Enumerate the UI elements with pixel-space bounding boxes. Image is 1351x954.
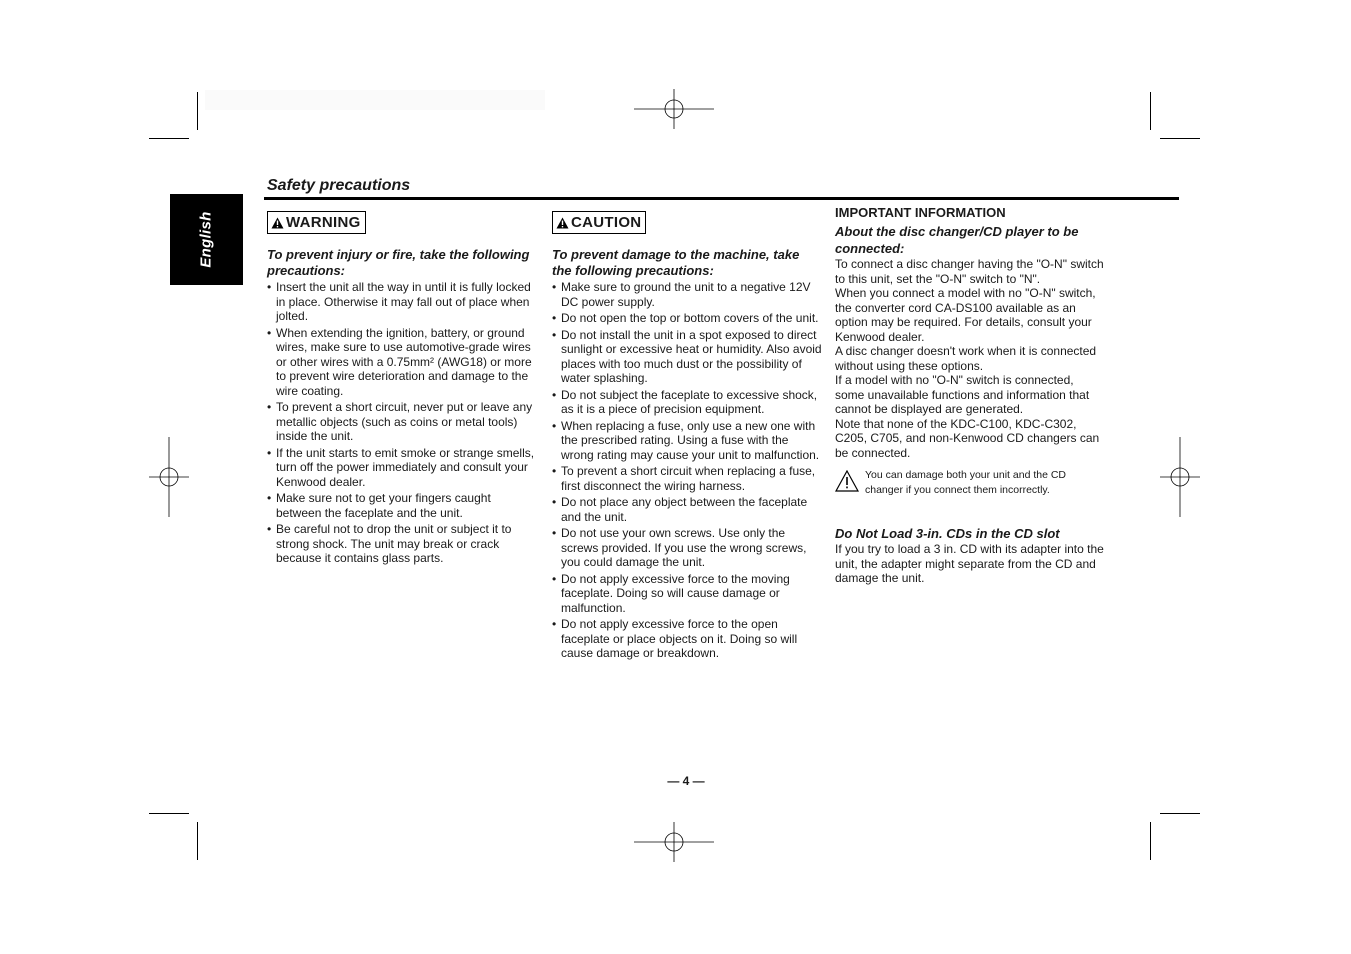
important-paragraph: A disc changer doesn't work when it is connected without using these options.	[835, 344, 1097, 373]
warning-triangle-icon	[556, 217, 569, 229]
caution-intro: To prevent damage to the machine, take the following precautions:	[552, 247, 800, 278]
list-item: • Do not place any object between the faceplate and the unit.	[552, 495, 822, 524]
crop-mark	[1150, 92, 1151, 130]
important-heading: IMPORTANT INFORMATION	[835, 205, 1006, 220]
cd-slot-text: If you try to load a 3 in. CD with its adapter into the unit, the adapter might separate from the CD and damage the unit.	[835, 542, 1104, 585]
list-item: • To prevent a short circuit, never put or leave any metallic objects (such as coins or metal tools) inside the unit.	[267, 400, 539, 444]
list-item: • Make sure not to get your fingers caught between the faceplate and the unit.	[267, 491, 539, 520]
caution-column	[552, 211, 822, 663]
important-paragraph: If a model with no "O-N" switch is connected, some unavailable functions and information that cannot be displayed are generated.	[835, 373, 1090, 416]
page-number: — 4 —	[667, 774, 705, 788]
important-paragraph: Note that none of the KDC-C100, KDC-C302, C205, C705, and non-Kenwood CD changers can be connected.	[835, 416, 1100, 460]
warning-column	[267, 211, 539, 568]
crop-mark	[149, 813, 189, 814]
list-item-text: When extending the ignition, battery, or ground wires, make sure to use automotive-grade wires or other wires with a 0.75mm² (AWG18) or more to prevent wire deterioration and damage to the wire coating.	[276, 325, 532, 398]
warning-badge-label: WARNING	[286, 213, 361, 231]
list-item: • Do not open the top or bottom covers of the unit.	[552, 311, 822, 326]
important-paragraph: When you connect a model with no "O-N" switch, the converter cord CA-DS100 available as an option may be required. For details, consult your Kenwood dealer.	[835, 286, 1096, 344]
warning-triangle-icon	[835, 470, 859, 492]
language-tab	[170, 194, 243, 285]
caution-badge-label: CAUTION	[571, 213, 642, 231]
page-title: Safety precautions	[267, 177, 411, 194]
list-item: • To prevent a short circuit when replacing a fuse, first disconnect the wiring harness.	[552, 464, 822, 493]
registration-mark	[1160, 437, 1200, 517]
crop-mark	[1150, 822, 1151, 860]
warning-intro: To prevent injury or fire, take the following precautions:	[267, 247, 530, 278]
list-item: • If the unit starts to emit smoke or strange smells, turn off the power immediately and consult your Kenwood dealer.	[267, 446, 539, 490]
crop-mark	[149, 138, 189, 139]
list-item: • Do not apply excessive force to the open faceplate or place objects on it. Doing so will cause damage or breakdown.	[552, 617, 822, 661]
list-item	[267, 326, 539, 399]
list-item: • Do not subject the faceplate to excessive shock, as it is a piece of precision equipment.	[552, 388, 822, 417]
list-item: • Do not install the unit in a spot exposed to direct sunlight or excessive heat or humidity. Also avoid places with too much dust or the possibility of water splashing.	[552, 328, 822, 386]
list-item: • Do not apply excessive force to the moving faceplate. Doing so will cause damage or malfunction.	[552, 572, 822, 616]
registration-mark	[149, 437, 189, 517]
caution-badge	[552, 211, 646, 234]
caution-note-text: You can damage both your unit and the CD changer if you connect them incorrectly.	[865, 469, 1067, 496]
print-shade-band	[205, 90, 545, 110]
warning-list	[267, 280, 539, 566]
crop-mark	[197, 822, 198, 860]
important-subheading: About the disc changer/CD player to be connected:	[835, 224, 1079, 256]
language-tab-label: English	[198, 211, 215, 268]
important-paragraph: To connect a disc changer having the "O-N" switch to this unit, set the "O-N" switch to "N".	[835, 257, 1104, 286]
list-item: • Do not use your own screws. Use only the screws provided. If you use the wrong screws, you could damage the unit.	[552, 526, 822, 570]
crop-mark	[197, 92, 198, 130]
caution-note	[835, 468, 1105, 498]
list-item: • Insert the unit all the way in until it is fully locked in place. Otherwise it may fall out of place when jolted.	[267, 280, 539, 324]
important-column	[835, 205, 1105, 586]
cd-slot-heading: Do Not Load 3-in. CDs in the CD slot	[835, 526, 1060, 541]
list-item: • When replacing a fuse, only use a new one with the prescribed rating. Using a fuse with the wrong rating may cause your unit to malfunction.	[552, 419, 822, 463]
registration-mark	[634, 89, 714, 129]
caution-list	[552, 280, 822, 661]
title-rule	[264, 197, 1179, 200]
registration-mark	[634, 822, 714, 862]
list-item: • Make sure to ground the unit to a negative 12V DC power supply.	[552, 280, 822, 309]
warning-badge	[267, 211, 366, 234]
warning-triangle-icon	[271, 217, 284, 229]
crop-mark	[1160, 138, 1200, 139]
crop-mark	[1160, 813, 1200, 814]
list-item: • Be careful not to drop the unit or subject it to strong shock. The unit may break or crack because it contains glass parts.	[267, 522, 539, 566]
